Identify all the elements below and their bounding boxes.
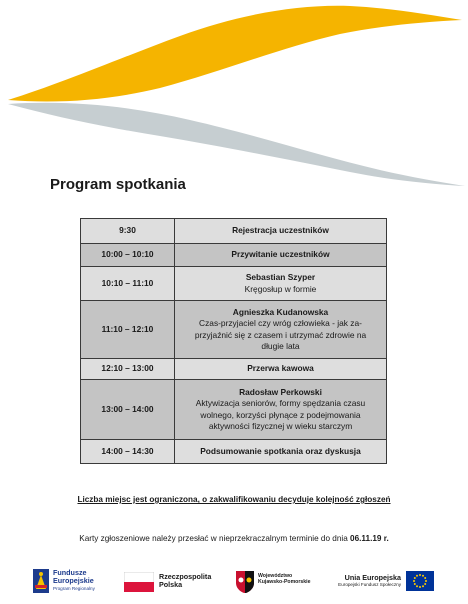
deadline-notice	[0, 534, 468, 543]
fe-line1: Fundusze	[53, 568, 87, 577]
talk-title-line: przyjaźnić się z czasem i utrzymać zdrowie na	[194, 329, 367, 340]
fe-line2: Europejskie	[53, 576, 94, 586]
logo-unia-europejska	[335, 565, 435, 599]
logo-rzeczpospolita-polska	[124, 565, 219, 599]
woj-line2: Kujawsko-Pomorskie	[258, 578, 311, 585]
event-cell: Podsumowanie spotkania oraz dyskusja	[175, 440, 387, 464]
talk-title-line: aktywności fizycznej w wieku starczym	[208, 420, 353, 431]
deadline-date: 06.11.19 r.	[350, 534, 389, 543]
logo-wojewodztwo	[236, 565, 331, 599]
talk-title: Kręgosłup w formie	[244, 283, 317, 294]
talk-title-line: Czas-przyjaciel czy wróg człowieka - jak za-	[199, 318, 362, 329]
page-title: Program spotkania	[50, 176, 186, 193]
table-row	[81, 267, 387, 301]
logo-bar	[0, 565, 468, 601]
deadline-text: Karty zgłoszeniowe należy przesłać w nieprzekraczalnym terminie do dnia	[79, 534, 351, 543]
event-cell: Rejestracja uczestników	[175, 219, 387, 244]
table-row	[81, 380, 387, 440]
eu-flag-icon	[406, 571, 434, 591]
speaker-name: Sebastian Szyper	[245, 272, 316, 283]
gray-swoosh	[8, 103, 465, 186]
ue-line2: Europejski Fundusz Społeczny	[338, 582, 401, 588]
table-row	[81, 244, 387, 267]
event-cell	[175, 301, 387, 359]
rp-line1: Rzeczpospolita	[159, 572, 212, 581]
decorative-swoosh	[0, 0, 468, 190]
fe-mark-icon	[33, 569, 49, 593]
capacity-notice: Liczba miejsc jest ograniczona, o zakwalifikowaniu decyduje kolejność zgłoszeń	[77, 495, 391, 504]
time-cell: 9:30	[81, 219, 175, 244]
fe-line3: Program Regionalny	[53, 585, 95, 591]
event-cell: Przerwa kawowa	[175, 359, 387, 380]
table-row	[81, 219, 387, 244]
schedule-table	[80, 218, 387, 464]
yellow-swoosh	[8, 6, 462, 102]
speaker-name: Radosław Perkowski	[239, 387, 322, 398]
time-cell: 13:00 – 14:00	[81, 380, 175, 440]
talk-title-line: długie lata	[261, 340, 300, 351]
rp-line2: Polska	[159, 580, 183, 590]
time-cell: 11:10 – 12:10	[81, 301, 175, 359]
time-cell: 10:00 – 10:10	[81, 244, 175, 267]
time-cell: 14:00 – 14:30	[81, 440, 175, 464]
event-cell	[175, 380, 387, 440]
talk-title-line: wolnego, korzyści płynące z podejmowania	[200, 409, 361, 420]
table-row	[81, 301, 387, 359]
logo-fundusze-europejskie	[33, 565, 123, 599]
coat-of-arms-icon	[236, 571, 254, 593]
event-cell	[175, 267, 387, 301]
event-cell: Przywitanie uczestników	[175, 244, 387, 267]
time-cell: 12:10 – 13:00	[81, 359, 175, 380]
polish-flag-icon	[124, 572, 154, 592]
time-cell: 10:10 – 11:10	[81, 267, 175, 301]
table-row	[81, 440, 387, 464]
table-row	[81, 359, 387, 380]
talk-title-line: Aktywizacja seniorów, formy spędzania czasu	[195, 398, 366, 409]
speaker-name: Agnieszka Kudanowska	[232, 307, 329, 318]
ue-line1: Unia Europejska	[344, 573, 401, 582]
woj-line1: Województwo	[258, 573, 293, 579]
